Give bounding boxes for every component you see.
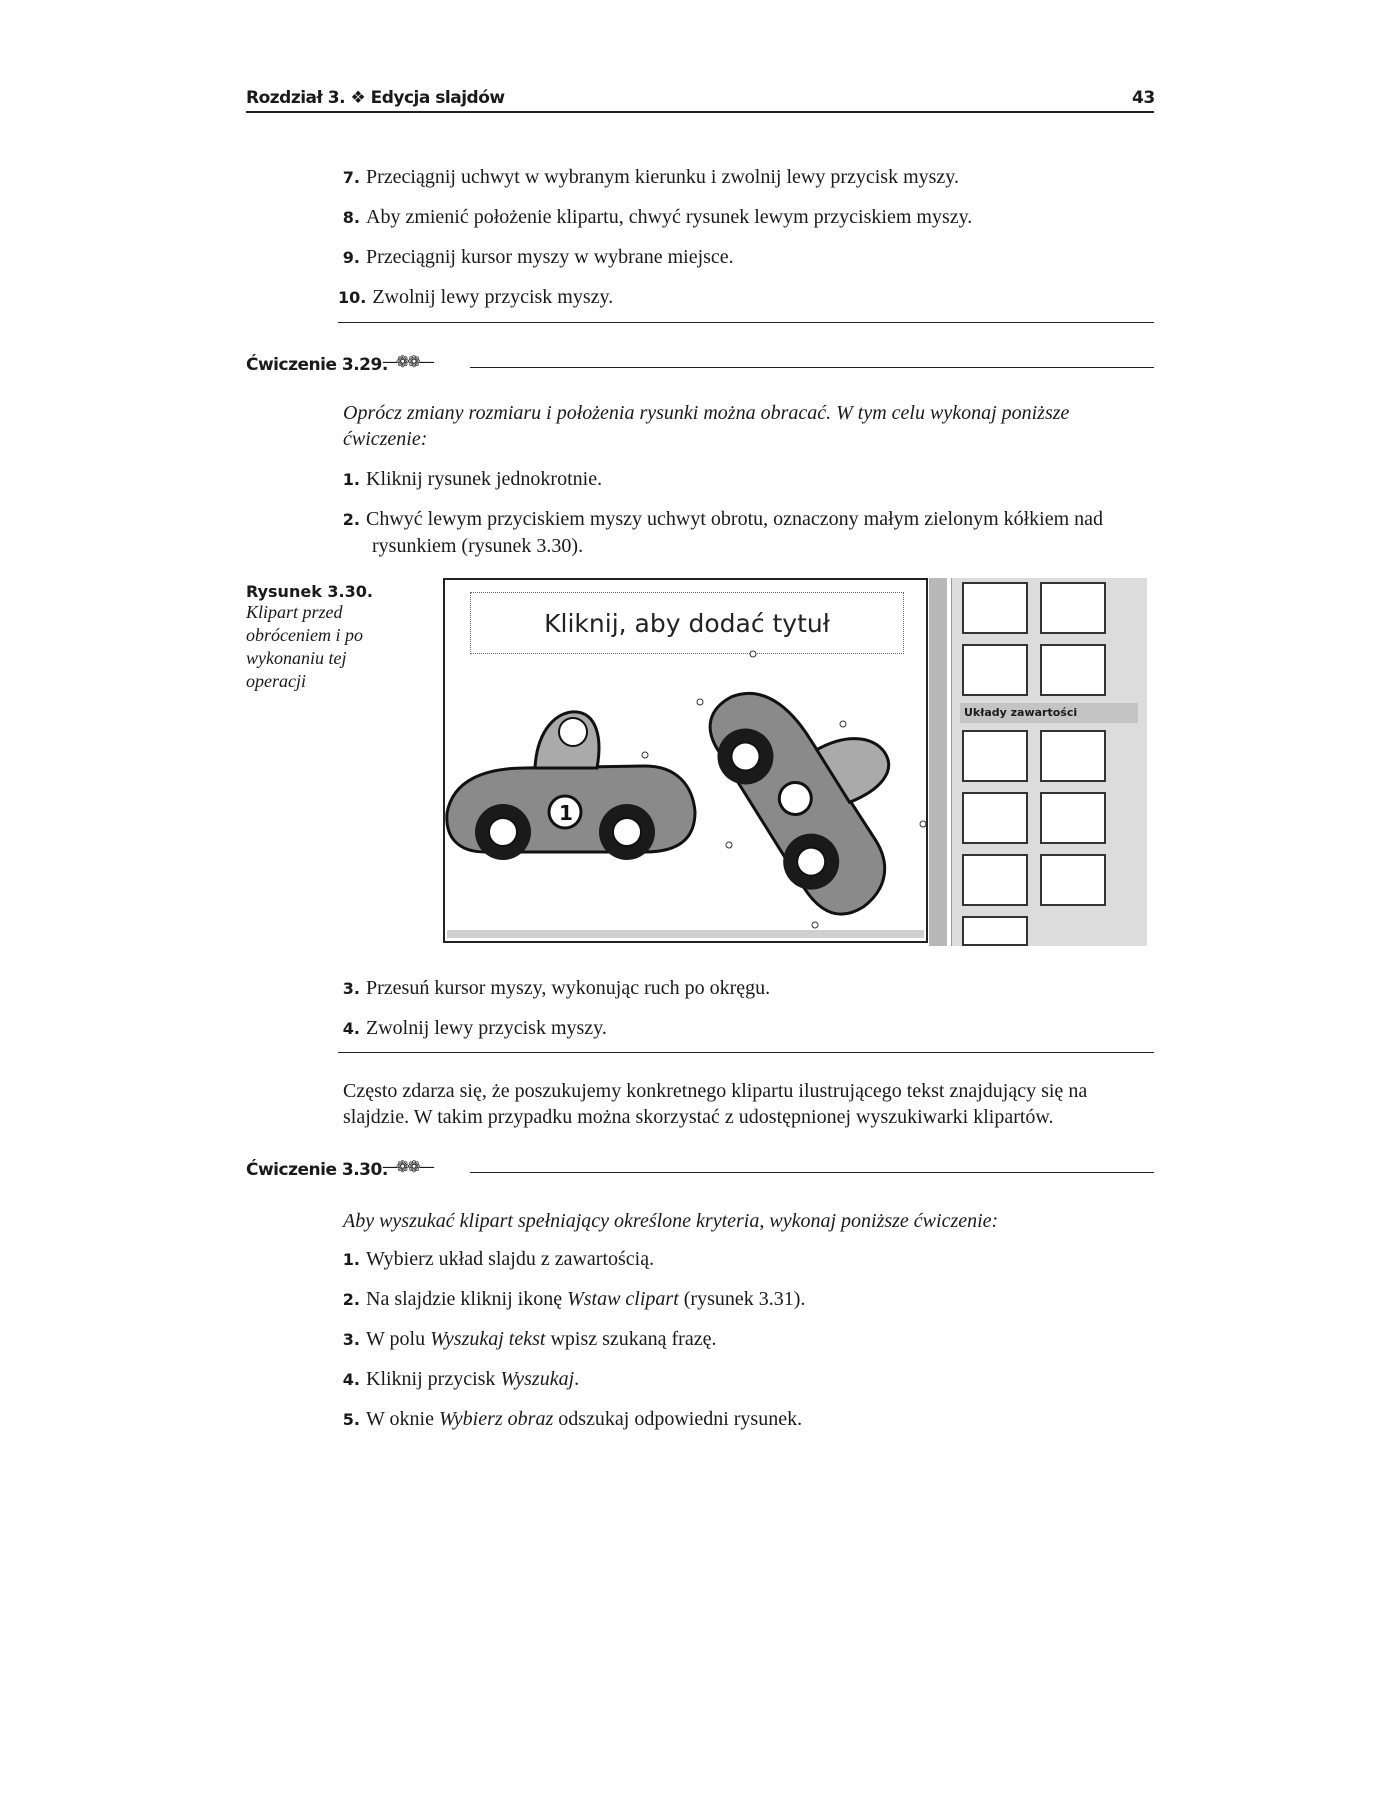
figure-screenshot bbox=[443, 578, 1146, 946]
step-7: 7. Przeciągnij uchwyt w wybranym kierunku i zwolnij lewy przycisk myszy. bbox=[342, 166, 960, 188]
layout-thumb-list[interactable] bbox=[962, 644, 1028, 696]
ornament-icon: —❁❁— bbox=[382, 1157, 433, 1176]
layout-thumb-title[interactable] bbox=[962, 582, 1028, 634]
slide-scrollbar[interactable] bbox=[929, 578, 947, 946]
layout-panel bbox=[951, 578, 1147, 946]
step-9: 9. Przeciągnij kursor myszy w wybrane miejsce. bbox=[342, 246, 734, 268]
step-5: 5. W oknie Wybierz obraz odszukaj odpowiedni rysunek. bbox=[342, 1408, 803, 1430]
exercise-intro: Aby wyszukać klipart spełniający określone kryteria, wykonaj poniższe ćwiczenie: bbox=[343, 1210, 999, 1232]
step-3: 3. W polu Wyszukaj tekst wpisz szukaną frazę. bbox=[342, 1328, 717, 1350]
step-4: 4. Zwolnij lewy przycisk myszy. bbox=[342, 1017, 607, 1039]
step-4: 4. Kliknij przycisk Wyszukaj. bbox=[342, 1368, 580, 1390]
layout-thumb-blank[interactable] bbox=[962, 730, 1028, 782]
exercise-intro: Oprócz zmiany rozmiaru i położenia rysunki można obracać. W tym celu wykonaj poniższe ćwiczenie: bbox=[343, 402, 1070, 450]
body-paragraph: Często zdarza się, że poszukujemy konkretnego klipartu ilustrującego tekst znajdujący się na slajdzie. W takim przypadku można skorzystać z udostępnionej wyszukiwarki klipartów. bbox=[343, 1080, 1088, 1128]
exercise-rule bbox=[470, 1172, 1154, 1173]
section-rule bbox=[338, 1052, 1154, 1053]
layout-thumb-content-a[interactable] bbox=[962, 854, 1028, 906]
ornament-icon: —❁❁— bbox=[382, 352, 433, 371]
car-right bbox=[691, 643, 926, 932]
slide-canvas bbox=[443, 578, 928, 943]
layout-thumb-four-content[interactable] bbox=[1040, 792, 1106, 844]
exercise-label: Ćwiczenie 3.29. bbox=[246, 355, 388, 375]
step-10: 10. Zwolnij lewy przycisk myszy. bbox=[338, 286, 614, 308]
step-1: 1. Kliknij rysunek jednokrotnie. bbox=[342, 468, 603, 490]
header-rule bbox=[246, 111, 1154, 113]
exercise-rule bbox=[470, 367, 1154, 368]
layout-thumb-title-content[interactable] bbox=[962, 792, 1028, 844]
car-number-left: 1 bbox=[559, 801, 573, 825]
step-2: 2. Chwyć lewym przyciskiem myszy uchwyt obrotu, oznaczony małym zielonym kółkiem nad rysunkiem (rysunek 3.30). bbox=[342, 508, 1104, 557]
panel-section-header: Układy zawartości bbox=[960, 703, 1138, 723]
figure-caption bbox=[246, 582, 386, 693]
layout-thumb-content[interactable] bbox=[1040, 730, 1106, 782]
figure-label: Rysunek 3.30. bbox=[246, 582, 373, 601]
running-header: Rozdział 3. ❖ Edycja slajdów bbox=[246, 88, 505, 108]
car-left bbox=[447, 712, 695, 860]
step-2: 2. Na slajdzie kliknij ikonę Wstaw clipart (rysunek 3.31). bbox=[342, 1288, 806, 1310]
figure-caption-text: Klipart przed obróceniem i po wykonaniu tej operacji bbox=[246, 602, 363, 691]
step-3: 3. Przesuń kursor myszy, wykonując ruch po okręgu. bbox=[342, 977, 771, 999]
layout-thumb-two-list[interactable] bbox=[1040, 644, 1106, 696]
clipart-cars[interactable] bbox=[445, 580, 926, 941]
section-rule bbox=[338, 322, 1154, 323]
layout-thumb-blank-title[interactable] bbox=[1040, 582, 1106, 634]
page-number: 43 bbox=[1132, 88, 1155, 108]
exercise-label: Ćwiczenie 3.30. bbox=[246, 1160, 388, 1180]
layout-thumb-content-c[interactable] bbox=[962, 916, 1028, 946]
step-8: 8. Aby zmienić położenie klipartu, chwyć rysunek lewym przyciskiem myszy. bbox=[342, 206, 973, 228]
layout-thumb-content-b[interactable] bbox=[1040, 854, 1106, 906]
step-1: 1. Wybierz układ slajdu z zawartością. bbox=[342, 1248, 655, 1270]
slide-title-placeholder[interactable]: Kliknij, aby dodać tytuł bbox=[470, 592, 904, 654]
